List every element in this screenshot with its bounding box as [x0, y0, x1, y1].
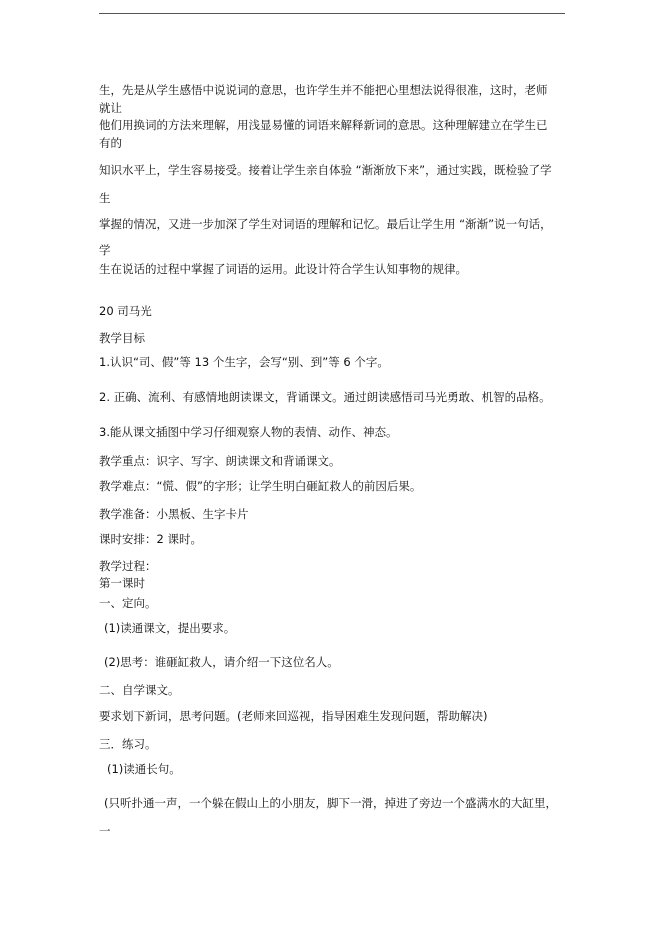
step-1-item-2: (2)思考：谁砸缸救人，请介绍一下这位名人。: [104, 655, 339, 669]
first-period: 第一课时: [99, 576, 145, 590]
step-1: 一、定向。: [99, 596, 157, 610]
paragraph-line: 他们用换词的方法来理解，用浅显易懂的词语来解释新词的意思。这种理解建立在学生已: [99, 118, 548, 132]
lesson-title: 20 司马光: [99, 304, 152, 318]
paragraph-line: 学: [99, 243, 111, 257]
difficulties: 教学难点：“慌、假”的字形；让学生明白砸缸救人的前因后果。: [99, 479, 422, 493]
paragraph-line: 生，先是从学生感悟中说说词的意思，也许学生并不能把心里想法说得很准，这时，老师: [99, 83, 548, 97]
header-rule: [99, 13, 565, 14]
goal-3: 3.能从课文插图中学习仔细观察人物的表情、动作、神态。: [99, 425, 398, 439]
schedule: 课时安排：2 课时。: [99, 532, 202, 546]
goal-1: 1.认识“司、假”等 13 个生字，会写“别、到”等 6 个字。: [99, 355, 389, 369]
quote-line: 一: [99, 824, 111, 838]
process-heading: 教学过程：: [99, 559, 157, 573]
step-2-text: 要求划下新词，思考问题。(老师来回巡视，指导困难生发现问题，帮助解决): [99, 709, 488, 723]
quote-line: (只听扑通一声，一个躲在假山上的小朋友，脚下一滑，掉进了旁边一个盛满水的大缸里，: [104, 796, 557, 810]
paragraph-line: 有的: [99, 136, 122, 150]
goals-heading: 教学目标: [99, 331, 145, 345]
preparation: 教学准备：小黑板、生字卡片: [99, 507, 249, 521]
step-1-item-1: (1)读通课文，提出要求。: [104, 621, 236, 635]
paragraph-line: 就让: [99, 101, 122, 115]
key-points: 教学重点：识字、写字、朗读课文和背诵课文。: [99, 454, 341, 468]
paragraph-line: 知识水平上，学生容易接受。接着让学生亲自体验 “渐渐放下来”，通过实践，既检验了学: [99, 163, 552, 177]
paragraph-line: 生在说话的过程中掌握了词语的运用。此设计符合学生认知事物的规律。: [99, 262, 467, 276]
paragraph-line: 掌握的情况，又进一步加深了学生对词语的理解和记忆。最后让学生用 “渐渐”说一句话，: [99, 217, 552, 231]
paragraph-line: 生: [99, 191, 111, 205]
step-3: 三．练习。: [99, 737, 157, 751]
step-3-item-1: (1)读通长句。: [107, 762, 181, 776]
step-2: 二、自学课文。: [99, 683, 180, 697]
goal-2: 2. 正确、流利、有感情地朗读课文，背诵课文。通过朗读感悟司马光勇敢、机智的品格。: [99, 390, 551, 404]
